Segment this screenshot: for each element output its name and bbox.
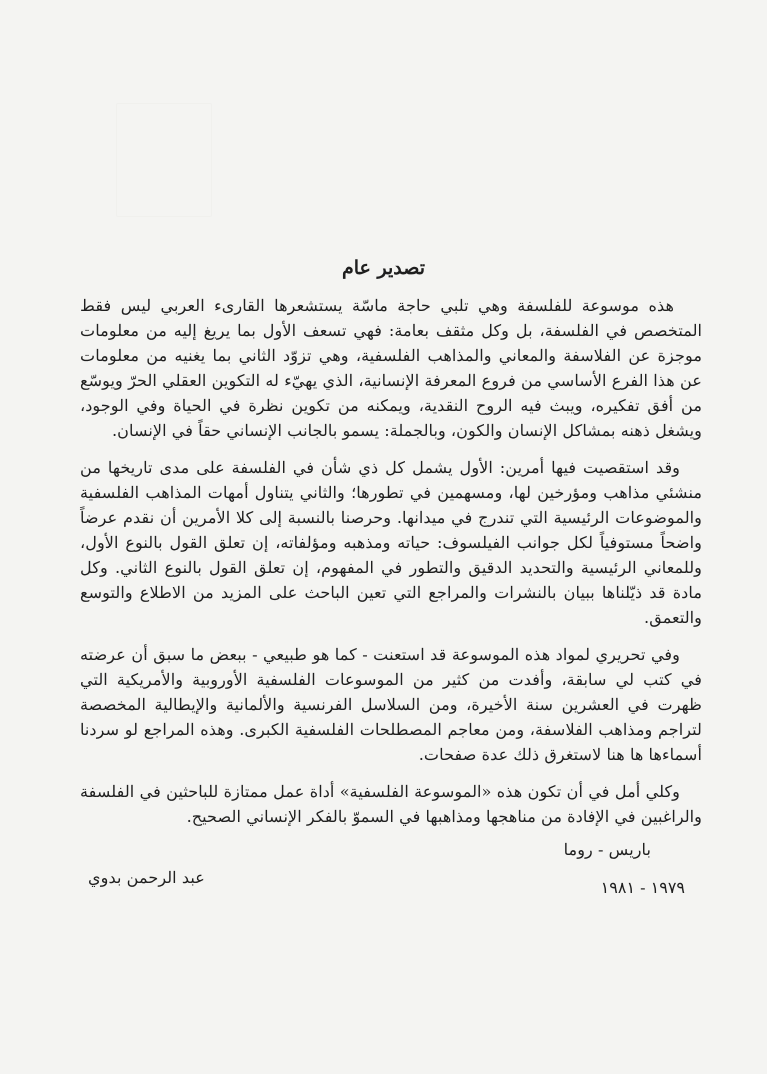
paragraph-2: وقد استقصيت فيها أمرين: الأول يشمل كل ذي شأن في الفلسفة على مدى تاريخها من منشئي مذاهب ومؤرخين لها، ومسهمين في تطورها؛ والثاني يتناول أمهات المذاهب الفلسفية والموضوعات الرئيسية التي تندرج في ميدانها. وحرصنا بالنسبة إلى كلا الأمرين أن نقدم عرضاً واضحاً مستوفياً لكل جوانب الفيلسوف: حياته ومذهبه ومؤلفاته، إن تعلق القول بالنوع الأول، وللمعاني الرئيسية والتحديد الدقيق والتطور في المفهوم، إن تعلق القول بالنوع الثاني. وكل مادة قد ذيّلناها ببيان بالنشرات والمراجع التي تعين الباحث على المزيد من الاطلاع والتوسع والتعمق. (80, 458, 702, 627)
page-title: تصدير عام (341, 257, 425, 279)
paragraph-4: وكلي أمل في أن تكون هذه «الموسوعة الفلسفية» أداة عمل ممتازة للباحثين في الفلسفة والراغبين في الإفادة من مناهجها ومذاهبها في السموّ بالفكر الإنساني الصحيح. (80, 782, 702, 826)
place-line: باريس - روما (563, 840, 651, 859)
paragraph-3: وفي تحريري لمواد هذه الموسوعة قد استعنت - كما هو طبيعي - ببعض ما سبق أن عرضته في كتب لي سابقة، وأفدت من كثير من الموسوعات الفلسفية الأوروبية والأمريكية التي ظهرت في العشرين سنة الأخيرة، ومن السلاسل الفرنسية والألمانية والإيطالية المخصصة لتراجم ومذاهب الفلاسفة، ومن معاجم المصطلحات الفلسفية الكبرى. وهذه المراجع لو سردنا أسماءها ها هنا لاستغرق ذلك عدة صفحات. (80, 645, 702, 764)
date-range: ١٩٧٩ - ١٩٨١ (600, 878, 685, 897)
body-text (80, 293, 702, 841)
author-name: عبد الرحمن بدوي (88, 868, 205, 887)
faint-mark (116, 103, 212, 217)
paragraph-1: هذه موسوعة للفلسفة وهي تلبي حاجة ماسّة يستشعرها القارىء العربي ليس فقط المتخصص في الفلسفة، بل وكل مثقف بعامة: فهي تسعف الأول بما يريغ إليه من معلومات موجزة عن الفلاسفة والمعاني والمذاهب الفلسفية، وهي تزوّد الثاني بما يغنيه من معلومات عن هذا الفرع الأساسي من فروع المعرفة الإنسانية، الذي يهيّء له التكوين العقلي الحرّ ويوسّع من أفق تفكيره، ويبث فيه الروح النقدية، ويمكنه من تكوين نظرة في الحياة وفي الوجود، ويشغل ذهنه بمشاكل الإنسان والكون، وبالجملة: يسمو بالجانب الإنساني حقاً في الإنسان. (80, 296, 702, 440)
